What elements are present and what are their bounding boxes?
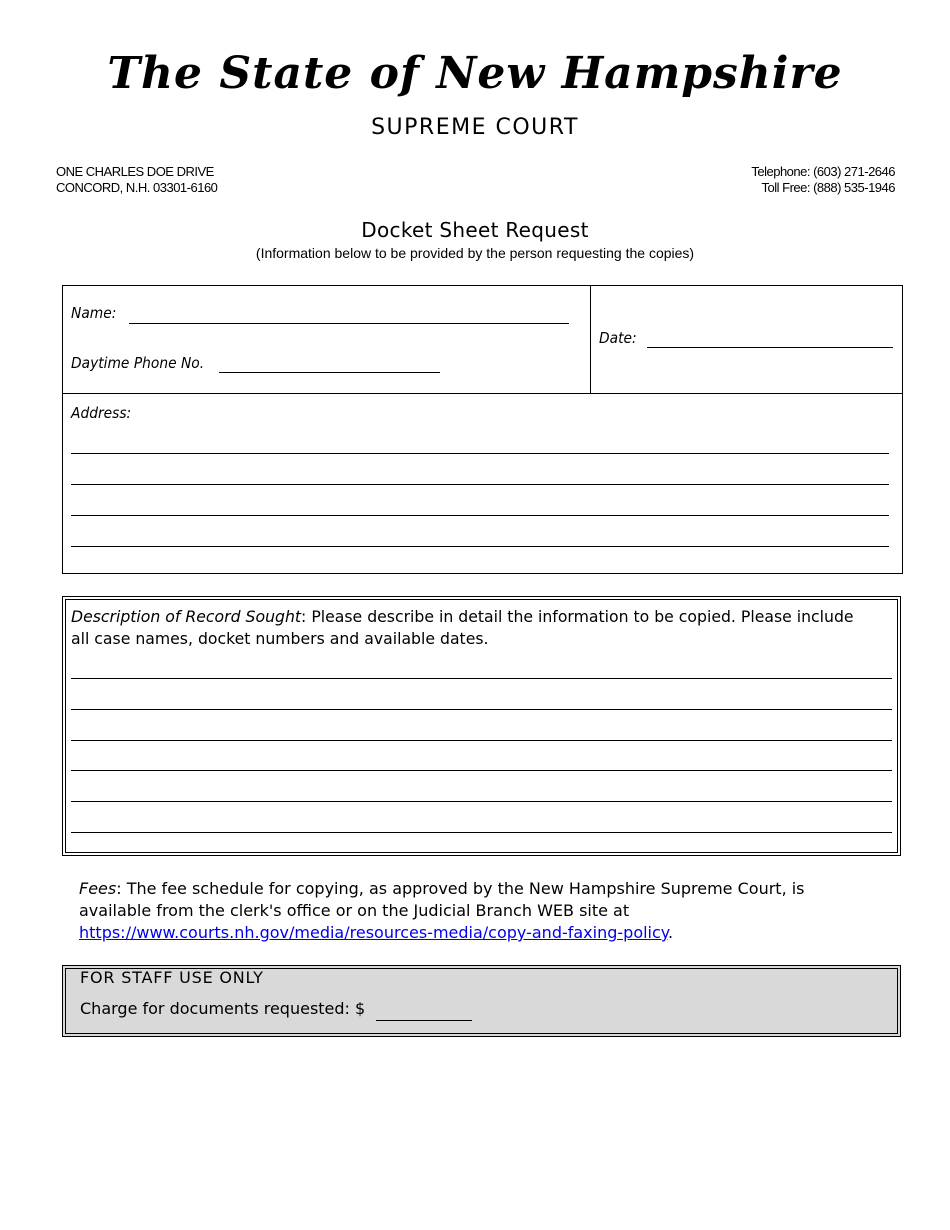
phone-field[interactable] [219, 372, 440, 373]
charge-field[interactable] [376, 1020, 472, 1021]
address-line-field[interactable] [71, 546, 889, 547]
description-line-field[interactable] [71, 832, 892, 833]
address-label: Address: [71, 404, 132, 422]
contact-box-divider-vertical [590, 285, 591, 394]
name-label: Name: [71, 304, 117, 322]
court-phone [751, 164, 895, 196]
description-line-field[interactable] [71, 801, 892, 802]
form-subtitle: (Information below to be provided by the person requesting the copies) [255, 245, 695, 261]
date-label: Date: [599, 329, 637, 347]
description-label: Description of Record Sought [71, 607, 302, 626]
description-instructions [71, 606, 875, 650]
address-line-field[interactable] [71, 484, 889, 485]
toll-free: Toll Free: (888) 535-1946 [761, 180, 895, 195]
state-title: The State of New Hampshire [107, 48, 843, 99]
contact-box-divider-horizontal [62, 393, 903, 394]
charge-label: Charge for documents requested: $ [80, 999, 366, 1018]
description-line-field[interactable] [71, 740, 892, 741]
contact-info-box [62, 285, 903, 574]
staff-use-title: FOR STAFF USE ONLY [80, 968, 264, 987]
name-field[interactable] [129, 323, 569, 324]
fees-label: Fees [79, 879, 117, 898]
fees-end: . [667, 923, 674, 942]
address-line-field[interactable] [71, 453, 889, 454]
phone-label: Daytime Phone No. [71, 354, 205, 372]
telephone: Telephone: (603) 271-2646 [751, 164, 895, 179]
description-line-field[interactable] [71, 770, 892, 771]
fees-text: : The fee schedule for copying, as approved by the New Hampshire Supreme Court, is available from the clerk's office or on the Judicial Branch WEB site at [79, 879, 805, 920]
address-line-2: CONCORD, N.H. 03301-6160 [56, 180, 218, 195]
address-line-field[interactable] [71, 515, 889, 516]
fees-paragraph [79, 878, 879, 944]
address-line-1: ONE CHARLES DOE DRIVE [56, 164, 214, 179]
form-title: Docket Sheet Request [361, 218, 589, 242]
description-line-field[interactable] [71, 709, 892, 710]
court-name: SUPREME COURT [371, 115, 579, 140]
fee-schedule-link[interactable]: https://www.courts.nh.gov/media/resources-media/copy-and-faxing-policy [79, 923, 668, 942]
date-field[interactable] [647, 347, 893, 348]
description-text: : Please describe in detail the information to be copied. Please include all case names, docket numbers and available dates. [71, 607, 854, 648]
court-address [56, 164, 217, 196]
description-line-field[interactable] [71, 678, 892, 679]
